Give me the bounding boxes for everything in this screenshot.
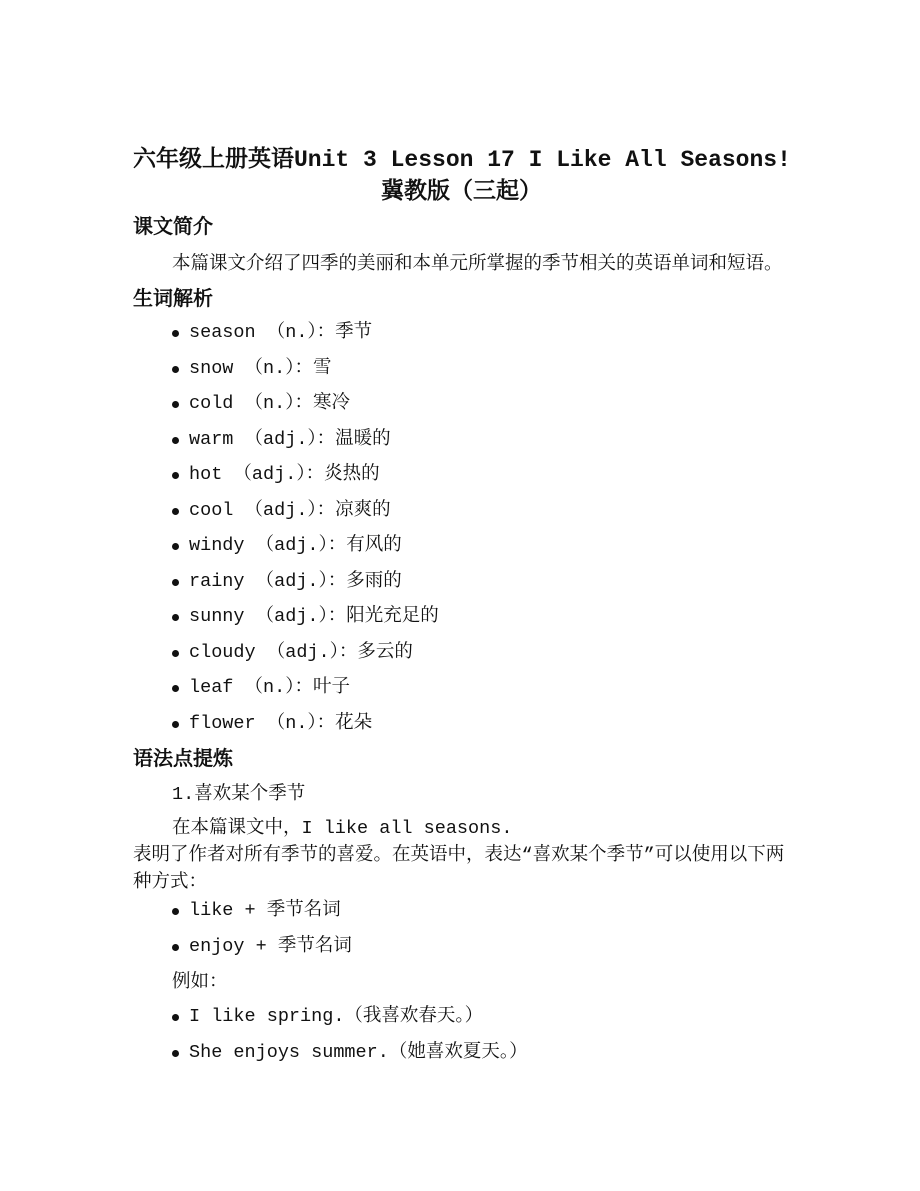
bullet-icon	[172, 472, 179, 479]
vocabulary-list	[133, 322, 790, 735]
intro-paragraph: 本篇课文介绍了四季的美丽和本单元所掌握的季节相关的英语单词和短语。	[172, 254, 783, 275]
vocab-item-text: leaf （n.）：叶子	[189, 677, 350, 698]
examples-label: 例如：	[172, 972, 228, 993]
vocab-item-text: season （n.）：季节	[189, 322, 373, 343]
vocab-item-text: flower （n.）：花朵	[189, 712, 373, 734]
vocab-item-text: snow （n.）：雪	[189, 357, 332, 379]
bullet-icon	[172, 330, 179, 337]
bullet-icon	[172, 721, 179, 728]
vocab-item-text: cool （adj.）：凉爽的	[189, 499, 391, 521]
intro-heading: 课文简介	[133, 217, 213, 240]
methods-list	[133, 900, 790, 958]
method-item-text: enjoy + 季节名词	[189, 936, 352, 957]
vocab-item	[133, 322, 790, 344]
grammar-heading: 语法点提炼	[133, 749, 233, 772]
method-item-text: like + 季节名词	[189, 900, 341, 921]
example-item	[133, 1006, 790, 1028]
vocab-item-text: warm （adj.）：温暖的	[189, 428, 391, 450]
bullet-icon	[172, 401, 179, 408]
bullet-icon	[172, 1050, 179, 1057]
vocab-item-text: cloudy （adj.）：多云的	[189, 641, 413, 663]
vocab-item-text: hot （adj.）：炎热的	[189, 464, 380, 485]
vocabulary-heading: 生词解析	[133, 289, 213, 312]
vocab-item	[133, 571, 790, 593]
grammar-point1-title: 1.喜欢某个季节	[172, 784, 306, 805]
bullet-icon	[172, 614, 179, 621]
vocab-item	[133, 535, 790, 557]
vocab-item	[133, 358, 790, 380]
bullet-icon	[172, 650, 179, 657]
vocab-item	[133, 677, 790, 699]
grammar-paragraph	[133, 815, 790, 896]
vocab-item	[133, 393, 790, 415]
bullet-icon	[172, 508, 179, 515]
bullet-icon	[172, 543, 179, 550]
vocab-item-text: windy （adj.）：有风的	[189, 535, 402, 556]
document-title-line2: 冀教版（三起）	[381, 179, 542, 205]
bullet-icon	[172, 366, 179, 373]
vocab-item	[133, 642, 790, 664]
example-item-text: I like spring.（我喜欢春天。）	[189, 1006, 484, 1027]
vocab-item	[133, 500, 790, 522]
example-item	[133, 1042, 790, 1064]
method-item	[133, 936, 790, 958]
vocab-item	[133, 713, 790, 735]
grammar-paragraph-line: 表明了作者对所有季节的喜爱。在英语中，表达“喜欢某个季节”可以使用以下两	[133, 845, 785, 866]
bullet-icon	[172, 1014, 179, 1021]
bullet-icon	[172, 685, 179, 692]
bullet-icon	[172, 944, 179, 951]
bullet-icon	[172, 908, 179, 915]
document-title-line1: 六年级上册英语Unit 3 Lesson 17 I Like All Seasons!	[133, 147, 791, 173]
document-title	[133, 144, 790, 208]
example-item-text: She enjoys summer.（她喜欢夏天。）	[189, 1042, 528, 1063]
vocab-item	[133, 429, 790, 451]
grammar-paragraph-line: 在本篇课文中，I like all seasons.	[172, 818, 513, 839]
method-item	[133, 900, 790, 922]
vocab-item	[133, 464, 790, 486]
grammar-paragraph-line: 种方式：	[133, 872, 208, 893]
vocab-item	[133, 606, 790, 628]
examples-list	[133, 1006, 790, 1064]
bullet-icon	[172, 579, 179, 586]
vocab-item-text: cold （n.）：寒冷	[189, 393, 350, 414]
vocab-item-text: rainy （adj.）：多雨的	[189, 570, 402, 592]
bullet-icon	[172, 437, 179, 444]
vocab-item-text: sunny （adj.）：阳光充足的	[189, 606, 439, 627]
